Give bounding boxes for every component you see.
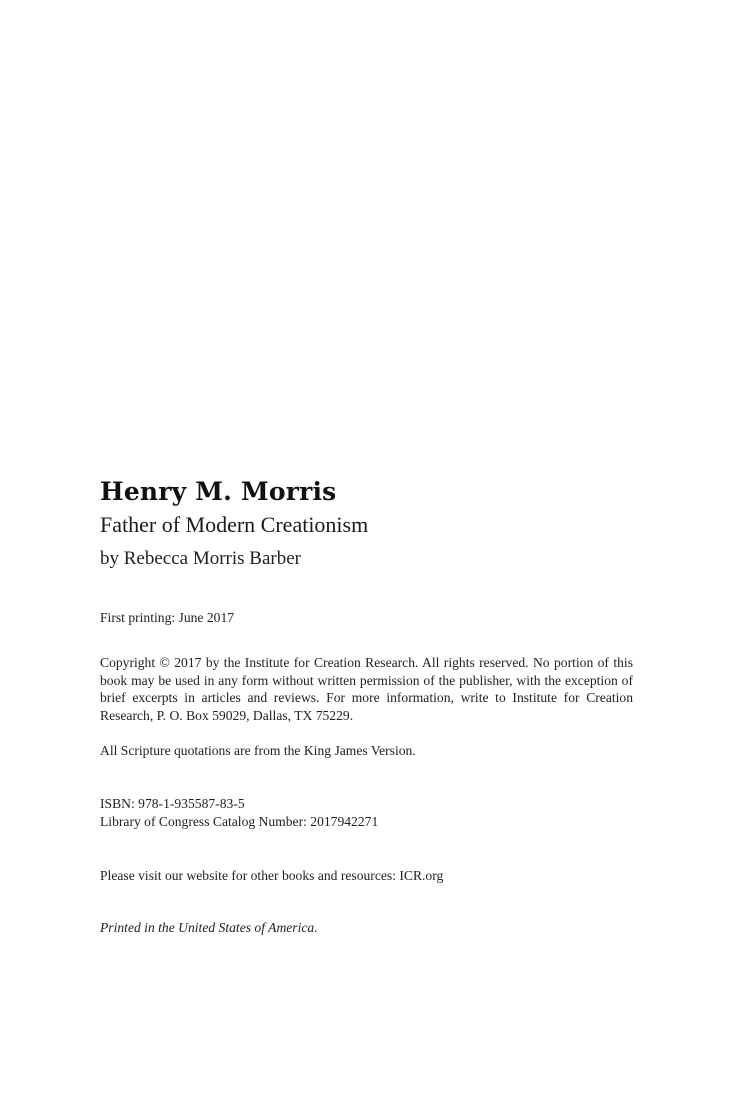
book-title: Henry M. Morris [100,477,337,506]
website-note: Please visit our website for other books and resources: ICR.org [100,868,444,883]
isbn: ISBN: 978-1-935587-83-5 [100,796,245,811]
printed-in: Printed in the United States of America. [100,920,318,935]
author-line: by Rebecca Morris Barber [100,548,302,569]
first-printing: First printing: June 2017 [100,610,235,625]
catalog-info [100,795,633,830]
scripture-note: All Scripture quotations are from the King James Version. [100,743,416,758]
loc-catalog-number: Library of Congress Catalog Number: 2017942271 [100,813,379,829]
copyright-notice: Copyright © 2017 by the Institute for Creation Research. All rights reserved. No portion of this book may be used in any form without written permission of the publisher, with the exception of brief excerpts in articles and reviews. For more information, write to Institute for Creation Research, P. O. Box 59029, Dallas, TX 75229. [100,655,633,723]
book-subtitle: Father of Modern Creationism [100,512,369,537]
